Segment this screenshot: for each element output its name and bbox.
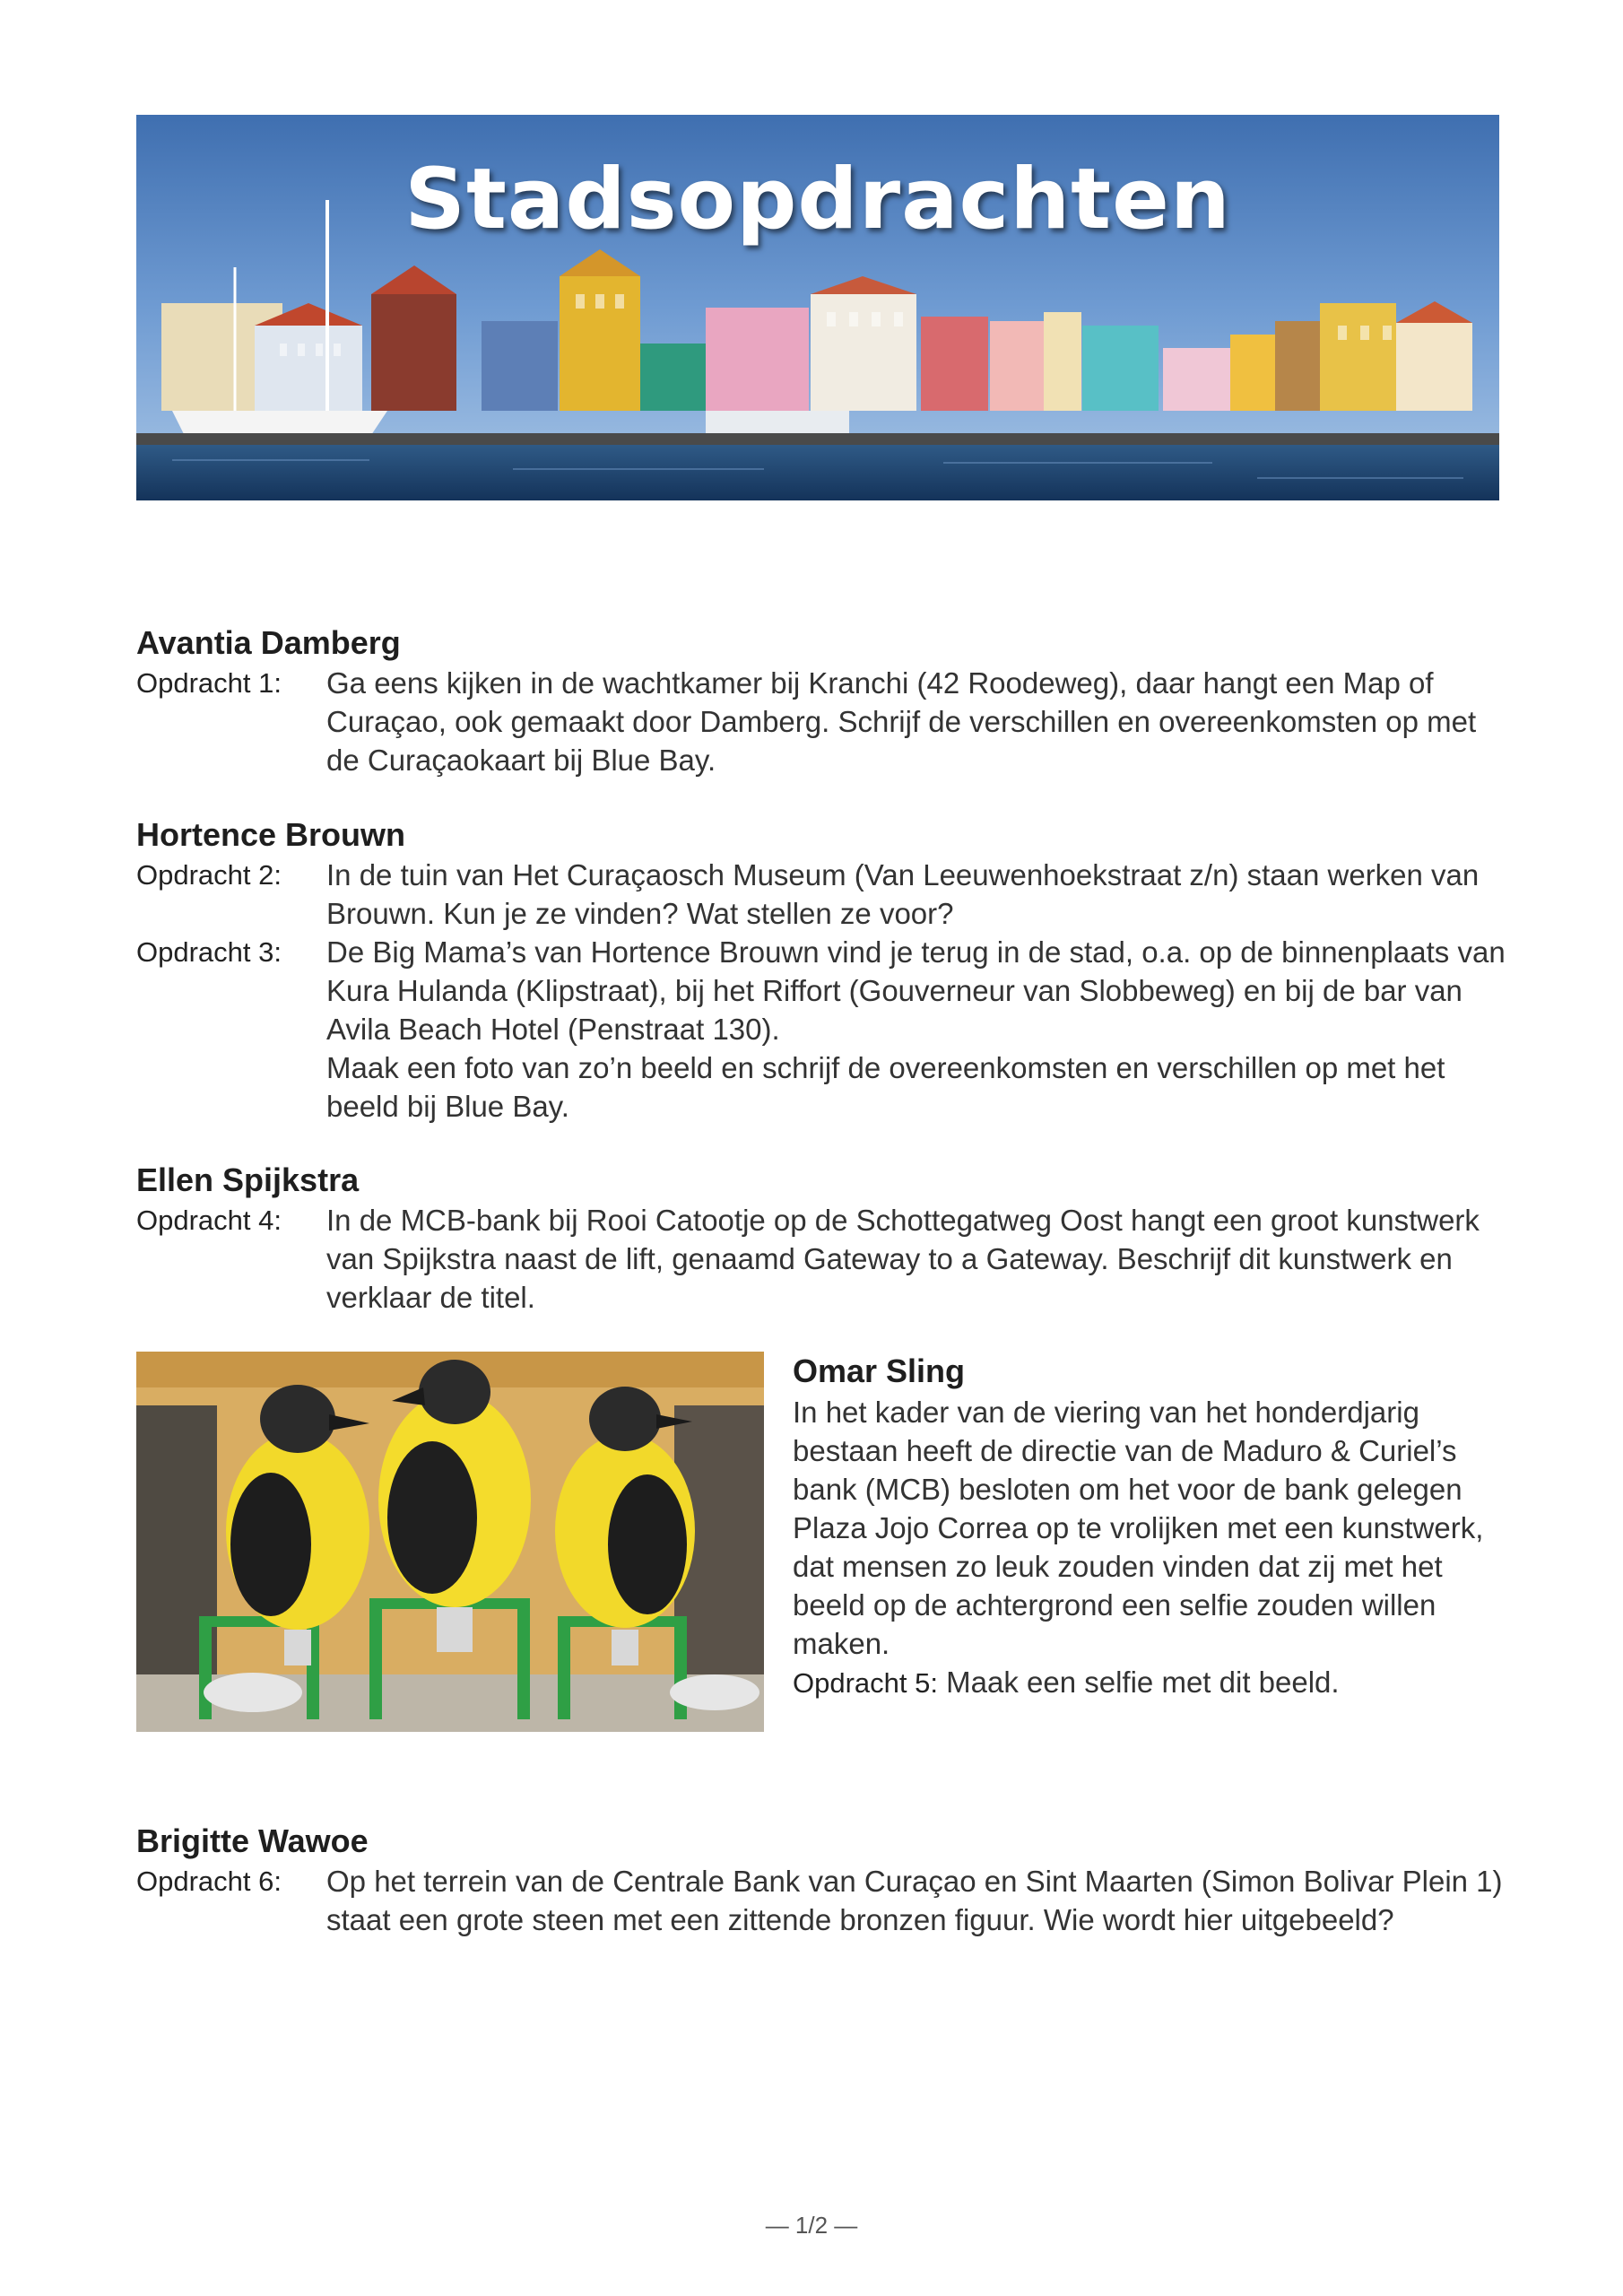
task-label: Opdracht 6: xyxy=(136,1866,282,1897)
task-label: Opdracht 1: xyxy=(136,667,282,699)
task-text-block xyxy=(326,933,1510,1126)
task-text: In de tuin van Het Curaçaosch Museum (Van Leeuwenhoekstraat z/n) staan werken van Brouwn. Kun je ze vinden? Wat stellen ze voor? xyxy=(326,858,1480,930)
sling-description-block xyxy=(793,1393,1510,1702)
task-text: De Big Mama’s van Hortence Brouwn vind je terug in de stad, o.a. op de binnenplaats van Kura Hulanda (Klipstraat), bij het Riffort (Gouverneur van Slobbeweg) en bij de bar van Avila Beach Hotel (Penstraat 130). xyxy=(326,935,1506,1046)
section-heading-spijkstra: Ellen Spijkstra xyxy=(136,1161,360,1198)
task-row xyxy=(793,1663,1510,1702)
task-label: Opdracht 3: xyxy=(136,936,282,968)
task-label: Opdracht 4: xyxy=(136,1205,282,1236)
page-number: — 1/2 — xyxy=(765,2212,858,2239)
task-text: Ga eens kijken in de wachtkamer bij Kranchi (42 Roodeweg), daar hangt een Map of Curaçao, ook gemaakt door Damberg. Schrijf de verschillen en overeenkomsten op met de Curaçaokaart bij Blue Bay. xyxy=(326,666,1477,777)
task-text: In de MCB-bank bij Rooi Catootje op de Schottegatweg Oost hangt een groot kunstwerk van Spijkstra naast de lift, genaamd Gateway to a Gateway. Beschrijf dit kunstwerk en verklaar de titel. xyxy=(326,1204,1480,1314)
sling-description: In het kader van de viering van het honderdjarig bestaan heeft de directie van de Maduro & Curiel’s bank (MCB) besloten om het voor de bank gelegen Plaza Jojo Correa op te vrolijken met een kunstwerk, dat mensen zo leuk zouden vinden dat zij met het beeld op de achtergrond een selfie zouden willen maken. xyxy=(793,1396,1484,1660)
task-label: Opdracht 2: xyxy=(136,859,282,891)
task-label: Opdracht 5: xyxy=(793,1667,938,1699)
task-text: Op het terrein van de Centrale Bank van Curaçao en Sint Maarten (Simon Bolivar Plein 1) staat een grote steen met een zittende bronzen figuur. Wie wordt hier uitgebeeld? xyxy=(326,1865,1503,1936)
sculpture-photo xyxy=(136,1352,764,1732)
section-heading-damberg: Avantia Damberg xyxy=(136,624,401,661)
section-heading-brouwn: Hortence Brouwn xyxy=(136,816,406,853)
section-heading-sling: Omar Sling xyxy=(793,1352,966,1389)
page-title: Stadsopdrachten xyxy=(404,151,1231,248)
task-text-continued: Maak een foto van zo’n beeld en schrijf de overeenkomsten en verschillen op met het beeld bij Blue Bay. xyxy=(326,1051,1445,1123)
banner-image xyxy=(136,115,1499,500)
section-heading-wawoe: Brigitte Wawoe xyxy=(136,1822,369,1859)
task-text: Maak een selfie met dit beeld. xyxy=(946,1665,1340,1699)
